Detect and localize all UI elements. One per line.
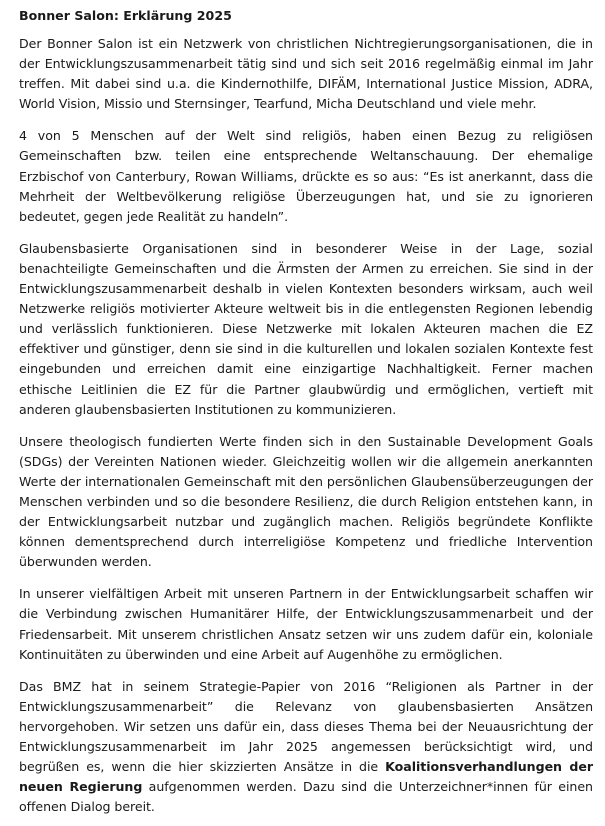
document-title: Bonner Salon: Erklärung 2025 xyxy=(19,8,232,23)
bmz-text-after: aufgenommen werden. Dazu sind die Unterzeichner*innen für einen offenen Dialog bereit. xyxy=(19,779,593,815)
paragraph-faith-based-organizations: Glaubensbasierte Organisationen sind in besonderer Weise in der Lage, sozial benachteiligte Gemeinschaften und die Ärmsten der Armen zu erreichen. Sie sind in der Entwicklungszusammenarbeit deshalb in vielen Kontexten besonders wirksam, auch weil Netzwerke religiös motivierter Akteure weltweit bis in die entlegensten Regionen lebendig und verlässlich funktionieren. Diese Netzwerke mit lokalen Akteuren machen die EZ effektiver und günstiger, denn sie sind in die kulturellen und lokalen sozialen Kontexte fest eingebunden und erreichen damit eine einzigartige Nachhaltigkeit. Ferner machen ethische Leitlinien die EZ für die Partner glaubwürdig und ermöglichen, vertieft mit anderen glaubensbasierten Institutionen zu kommunizieren. xyxy=(19,240,593,417)
paragraph-religiosity: 4 von 5 Menschen auf der Welt sind religiös, haben einen Bezug zu religiösen Gemeinschaften bzw. teilen eine entsprechende Weltanschauung. Der ehemalige Erzbischof von Canterbury, Rowan Williams, drückte es so aus: “Es ist anerkannt, dass die Mehrheit der Weltbevölkerung religiöse Überzeugungen hat, und sie zu ignorieren bedeutet, gegen jede Realität zu handeln”. xyxy=(19,128,593,224)
paragraph-bmz-strategy xyxy=(19,677,593,818)
paragraph-nexus-work: In unserer vielfältigen Arbeit mit unseren Partnern in der Entwicklungsarbeit schaffen wir die Verbindung zwischen Humanitärer Hilfe, der Entwicklungszusammenarbeit und der Friedensarbeit. Mit unserem christlichen Ansatz setzen wir uns zudem dafür ein, koloniale Kontinuitäten zu überwinden und eine Arbeit auf Augenhöhe zu ermöglichen. xyxy=(19,586,593,662)
bmz-text-bold: Koalitionsverhandlungen der neuen Regierung xyxy=(19,759,594,795)
bmz-text-before: Das BMZ hat in seinem Strategie-Papier von 2016 “Religionen als Partner in der Entwicklungszusammenarbeit” die Relevanz von glaubensbasierten Ansätzen hervorgehoben. Wir setzen uns dafür ein, dass dieses Thema bei der Neuausrichtung der Entwicklungszusammenarbeit im Jahr 2025 angemessen berücksichtigt wird, und begrüßen es, wenn die hier skizzierten Ansätze in die xyxy=(19,678,593,775)
paragraph-values-sdgs: Unsere theologisch fundierten Werte finden sich in den Sustainable Development Goals (SDGs) der Vereinten Nationen wieder. Gleichzeitig wollen wir die allgemein anerkannten Werte der internationalen Gemeinschaft mit den persönlichen Glaubensüberzeugungen der Menschen verbinden und so die besondere Resilienz, die durch Religion entstehen kann, in der Entwicklungsarbeit nutzbar und zugänglich machen. Religiös begründete Konflikte können dementsprechend durch interreligiöse Kompetenz und friedliche Intervention überwunden werden. xyxy=(19,433,593,570)
paragraph-network-intro: Der Bonner Salon ist ein Netzwerk von christlichen Nichtregierungsorganisationen, die in der Entwicklungszusammenarbeit tätig sind und sich seit 2016 regelmäßig einmal im Jahr treffen. Mit dabei sind u.a. die Kindernothilfe, DIFÄM, International Justice Mission, ADRA, World Vision, Missio und Sternsinger, Tearfund, Micha Deutschland und viele mehr. xyxy=(19,36,593,112)
